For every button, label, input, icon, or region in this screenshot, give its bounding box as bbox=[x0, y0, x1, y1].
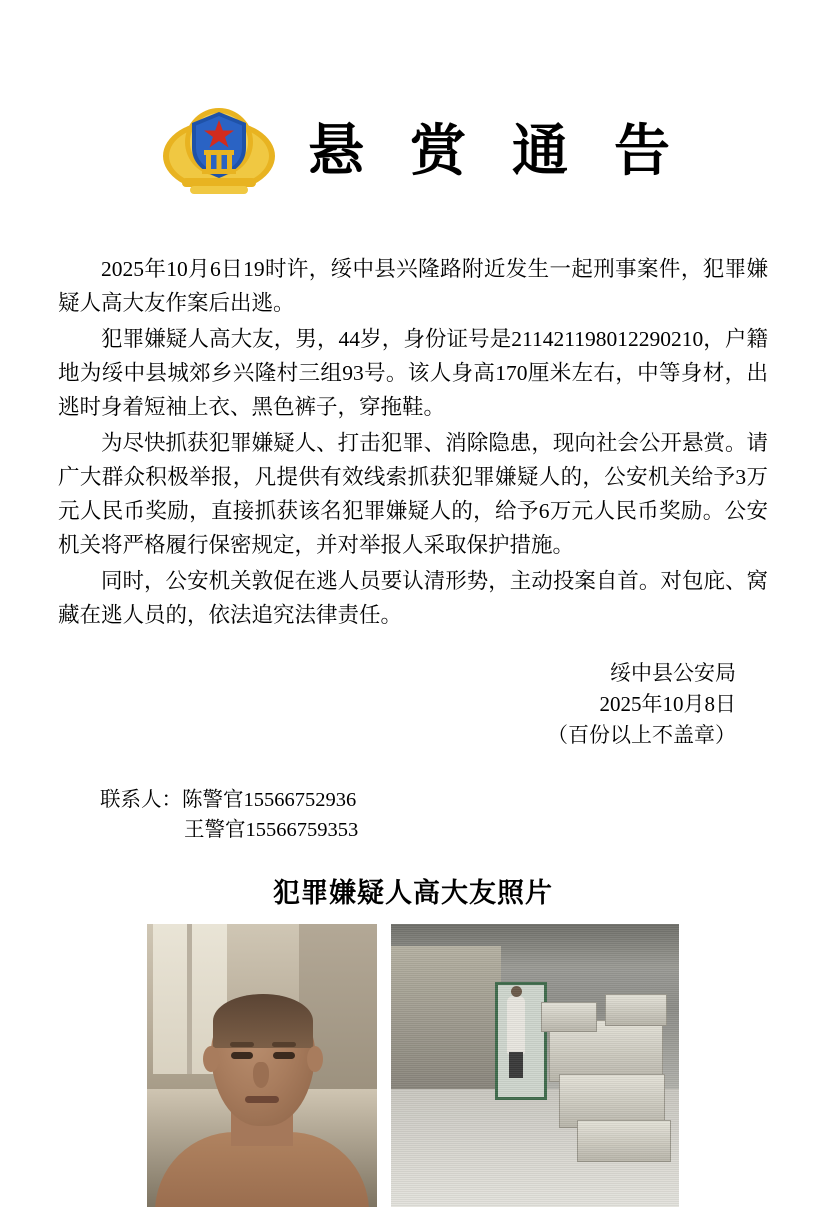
notice-header bbox=[0, 0, 826, 208]
contact-label: 联系人： bbox=[100, 789, 182, 811]
photo-row bbox=[0, 924, 826, 1207]
contact-person-1: 陈警官15566752936 bbox=[182, 789, 357, 811]
cctv-surveillance-photo bbox=[391, 924, 679, 1207]
photo-caption: 犯罪嫌疑人高大友照片 bbox=[273, 878, 553, 908]
paragraph-4: 同时，公安机关敦促在逃人员要认清形势，主动投案自首。对包庇、窝藏在逃人员的，依法追究法律责任。 bbox=[58, 569, 768, 627]
stamp-note: （百份以上不盖章） bbox=[547, 723, 736, 747]
paragraph-1: 2025年10月6日19时许，绥中县兴隆路附近发生一起刑事案件，犯罪嫌疑人高大友作案后出逃。 bbox=[58, 257, 768, 315]
signature-block bbox=[0, 658, 736, 751]
contact-row-2 bbox=[100, 815, 826, 845]
paragraph-2: 犯罪嫌疑人高大友，男，44岁，身份证号是211421198012290210，户籍地为绥中县城郊乡兴隆村三组93号。该人身高170厘米左右，中等身材，出逃时身着短袖上衣、黑色裤子，穿拖鞋。 bbox=[58, 327, 768, 419]
page-title: 悬 赏 通 告 bbox=[308, 121, 686, 183]
contact-person-2: 王警官15566759353 bbox=[184, 819, 359, 841]
issue-date: 2025年10月8日 bbox=[599, 692, 736, 716]
notice-body bbox=[58, 252, 768, 632]
paragraph-3: 为尽快抓获犯罪嫌疑人、打击犯罪、消除隐患，现向社会公开悬赏。请广大群众积极举报，凡提供有效线索抓获犯罪嫌疑人的，公安机关给予3万元人民币奖励，直接抓获该名犯罪嫌疑人的，给予6万元人民币奖励。公安机关将严格履行保密规定，并对举报人采取保护措施。 bbox=[58, 431, 768, 557]
contact-block bbox=[100, 785, 826, 845]
contact-row-1 bbox=[100, 785, 826, 815]
suspect-portrait-photo bbox=[147, 924, 377, 1207]
police-emblem-icon bbox=[160, 96, 278, 208]
issuing-authority: 绥中县公安局 bbox=[610, 661, 736, 685]
